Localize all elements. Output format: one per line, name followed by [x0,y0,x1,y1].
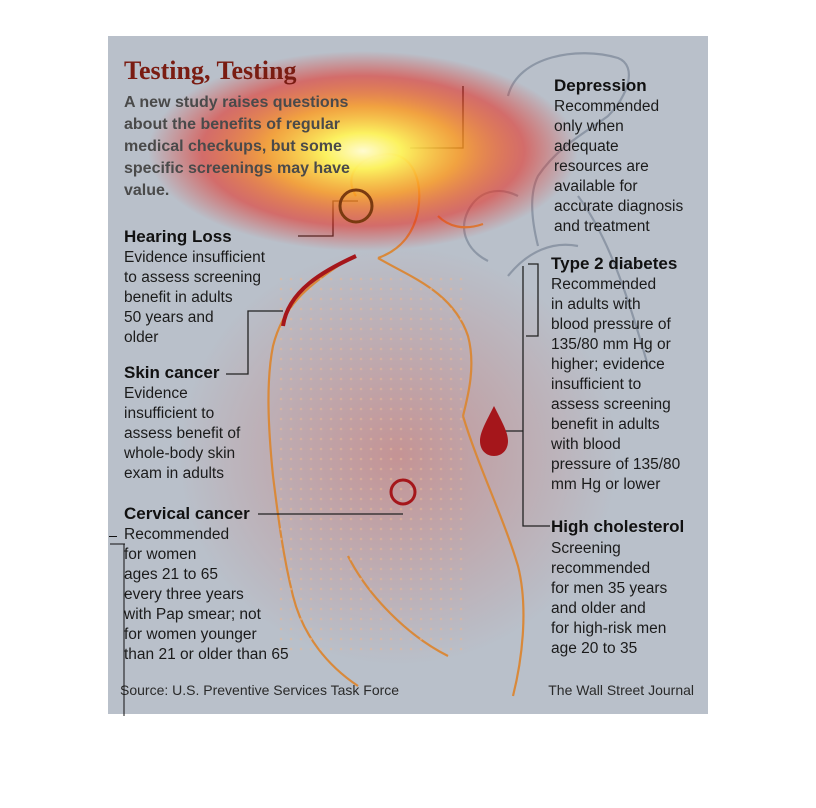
high-cholesterol-line: recommended [551,560,651,577]
type2-diabetes-line: insufficient to [551,376,642,393]
type2-diabetes-line: mm Hg or lower [551,476,661,493]
gown-pattern [278,276,468,656]
hearing-loss-line: to assess screening [124,269,261,286]
high-cholesterol-line: and older and [551,600,646,617]
high-cholesterol-line: for high-risk men [551,620,667,637]
cervical-cancer-line: for women [124,546,197,563]
type2-diabetes-text [551,275,680,495]
type2-diabetes-line: assess screening [551,396,671,413]
high-cholesterol-heading: High cholesterol [551,517,685,536]
type2-diabetes-heading: Type 2 diabetes [551,254,678,273]
type2-diabetes-line: in adults with [551,296,641,313]
source-note: Source: U.S. Preventive Services Task Force [120,682,400,698]
selection-bracket [109,536,125,716]
depression-line: accurate diagnosis [554,198,684,215]
page-title: Testing, Testing [124,56,297,85]
cervical-cancer-line: ages 21 to 65 [124,566,218,583]
hearing-loss-text [124,248,265,348]
infographic-panel [108,36,708,714]
cervical-cancer-line: for women younger [124,626,257,643]
hearing-loss-heading: Hearing Loss [124,227,232,246]
subtitle: A new study raises questions about the benefits of regular medical checkups, but some specific screenings may have value. [124,94,350,199]
cervical-cancer-line: with Pap smear; not [124,606,261,623]
type2-diabetes-line: 135/80 mm Hg or [551,336,671,353]
type2-diabetes-line: Recommended [551,276,657,293]
skin-cancer-line: whole-body skin [124,445,236,462]
depression-line: only when [554,118,624,135]
type2-diabetes-line: with blood [551,436,621,453]
publisher-credit: The Wall Street Journal [548,682,694,698]
depression-text [554,97,683,237]
cervical-cancer-line: Recommended [124,526,230,543]
type2-diabetes-line: benefit in adults [551,416,660,433]
skin-cancer-line: assess benefit of [124,425,241,442]
cervical-cancer-line: than 21 or older than 65 [124,646,289,663]
hearing-loss-line: Evidence insufficient [124,249,266,266]
high-cholesterol-line: age 20 to 35 [551,640,638,657]
type2-diabetes-line: blood pressure of [551,316,671,333]
skin-cancer-line: Evidence [124,385,188,402]
hearing-loss-line: benefit in adults [124,289,233,306]
depression-line: resources are [554,158,649,175]
cervical-cancer-text [124,525,289,665]
skin-cancer-line: exam in adults [124,465,224,482]
depression-line: available for [554,178,638,195]
skin-cancer-heading: Skin cancer [124,363,220,382]
type2-diabetes-line: higher; evidence [551,356,665,373]
cervical-cancer-heading: Cervical cancer [124,504,250,523]
high-cholesterol-line: Screening [551,540,621,557]
depression-line: and treatment [554,218,650,235]
depression-heading: Depression [554,76,647,95]
high-cholesterol-text [551,539,667,659]
skin-cancer-text [124,384,240,484]
high-cholesterol-line: for men 35 years [551,580,668,597]
cervical-cancer-line: every three years [124,586,244,603]
depression-line: adequate [554,138,619,155]
hearing-loss-line: older [124,329,159,346]
skin-cancer-line: insufficient to [124,405,215,422]
type2-diabetes-line: pressure of 135/80 [551,456,681,473]
depression-line: Recommended [554,98,660,115]
hearing-loss-line: 50 years and [124,309,214,326]
